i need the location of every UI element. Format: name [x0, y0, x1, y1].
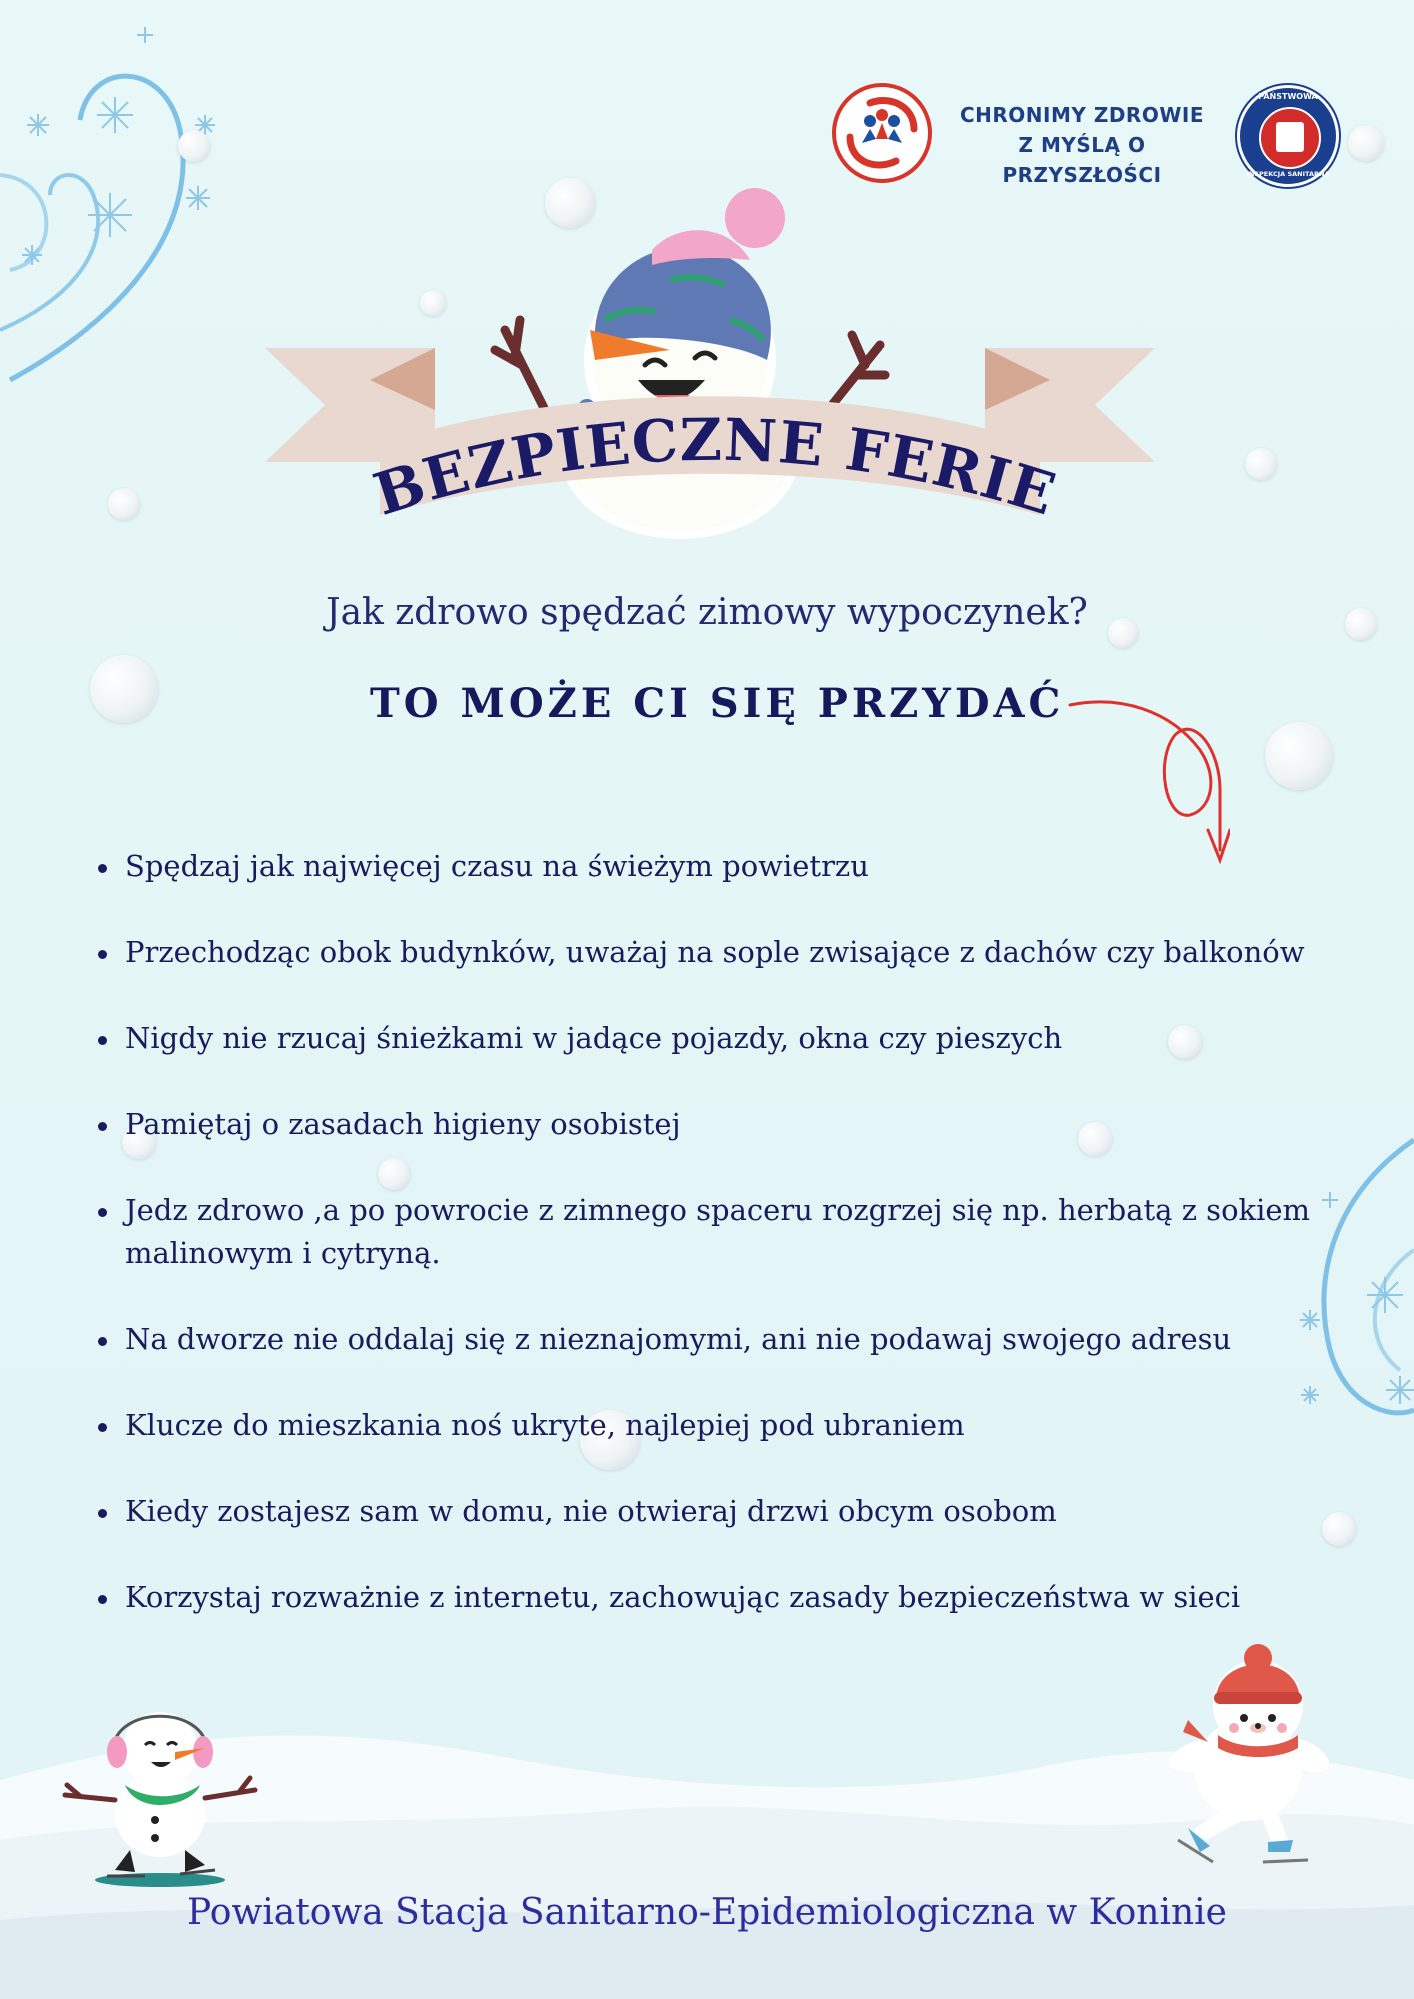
tip-item: Kiedy zostajesz sam w domu, nie otwieraj drzwi obcym osobom	[98, 1490, 1373, 1533]
tips-list	[98, 845, 1373, 1662]
seal-inner	[1259, 107, 1321, 169]
snowball-decoration	[178, 130, 210, 162]
chronimy-zdrowie-logo	[832, 83, 932, 183]
snowball-decoration	[1265, 722, 1333, 790]
tip-item: Spędzaj jak najwięcej czasu na świeżym powietrzu	[98, 845, 1373, 888]
tip-item: Na dworze nie oddalaj się z nieznajomymi, ani nie podawaj swojego adresu	[98, 1318, 1373, 1361]
eagle-icon	[1276, 122, 1304, 152]
snowman-banner-illustration	[260, 180, 1160, 580]
tip-item: Pamiętaj o zasadach higieny osobistej	[98, 1103, 1373, 1146]
seal-text-bottom: INSPEKCJA SANITARNA	[1246, 170, 1330, 178]
skating-snowman-illustration	[55, 1690, 265, 1890]
subtitle: Jak zdrowo spędzać zimowy wypoczynek?	[326, 592, 1088, 633]
section-heading: TO MOŻE CI SIĘ PRZYDAĆ	[370, 680, 1065, 727]
snowball-decoration	[1245, 448, 1277, 480]
skating-polar-bear-illustration	[1148, 1630, 1348, 1880]
tip-item: Korzystaj rozważnie z internetu, zachowując zasady bezpieczeństwa w sieci	[98, 1576, 1373, 1619]
slogan-line-1: CHRONIMY ZDROWIE	[959, 103, 1204, 127]
snowball-decoration	[1348, 125, 1384, 161]
inspekcja-sanitarna-seal	[1237, 85, 1339, 187]
footer-institution: Powiatowa Stacja Sanitarno-Epidemiologiczna w Koninie	[187, 1892, 1227, 1933]
organization-slogan	[952, 100, 1212, 190]
tip-item: Przechodząc obok budynków, uważaj na sople zwisające z dachów czy balkonów	[98, 931, 1373, 974]
tip-item: Nigdy nie rzucaj śnieżkami w jadące pojazdy, okna czy pieszych	[98, 1017, 1373, 1060]
people-icon	[836, 87, 928, 179]
seal-text-top: PAŃSTWOWA	[1258, 92, 1318, 101]
snowball-decoration	[90, 655, 158, 723]
banner-title: BEZPIECZNE FERIE	[366, 405, 1064, 529]
slogan-line-2: Z MYŚLĄ O PRZYSZŁOŚCI	[1002, 133, 1162, 187]
tip-item: Jedz zdrowo ,a po powrocie z zimnego spaceru rozgrzej się np. herbatą z sokiem malinowym i cytryną.	[98, 1189, 1373, 1275]
snowball-decoration	[108, 488, 140, 520]
snowflake-swirl-decoration	[0, 0, 260, 420]
tip-item: Klucze do mieszkania noś ukryte, najlepiej pod ubraniem	[98, 1404, 1373, 1447]
